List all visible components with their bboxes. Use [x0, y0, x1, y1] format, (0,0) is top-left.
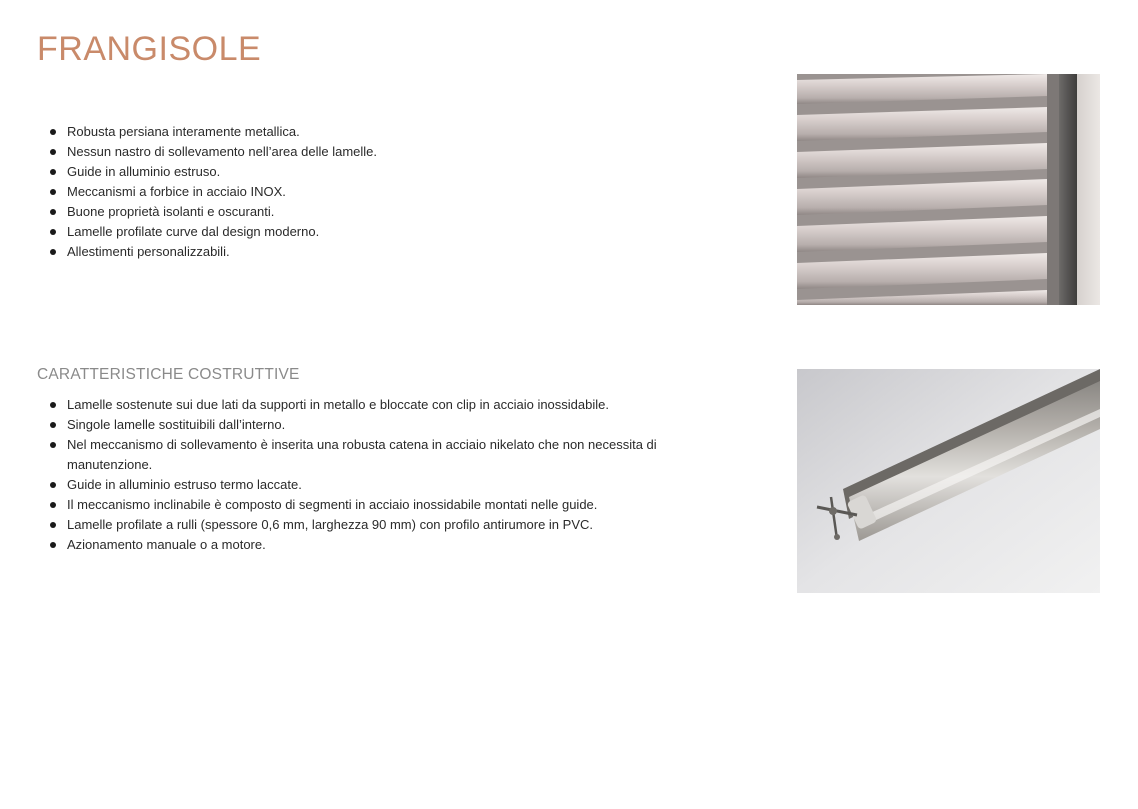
- list-item: Nel meccanismo di sollevamento è inserita una robusta catena in acciaio nikelato che non necessita di manutenzione.: [48, 435, 688, 475]
- list-item: Buone proprietà isolanti e oscuranti.: [48, 202, 377, 222]
- shutter-photo: [797, 74, 1100, 305]
- list-item: Guide in alluminio estruso.: [48, 162, 377, 182]
- list-item: Il meccanismo inclinabile è composto di segmenti in acciaio inossidabile montati nelle guide.: [48, 495, 688, 515]
- list-item: Lamelle profilate a rulli (spessore 0,6 mm, larghezza 90 mm) con profilo antirumore in PVC.: [48, 515, 688, 535]
- construction-list: [48, 395, 688, 555]
- list-item: Guide in alluminio estruso termo laccate.: [48, 475, 688, 495]
- list-item: Meccanismi a forbice in acciaio INOX.: [48, 182, 377, 202]
- list-item: Nessun nastro di sollevamento nell’area delle lamelle.: [48, 142, 377, 162]
- list-item: Azionamento manuale o a motore.: [48, 535, 688, 555]
- list-item: Singole lamelle sostituibili dall’interno.: [48, 415, 688, 435]
- features-list: [48, 122, 377, 262]
- construction-heading: CARATTERISTICHE COSTRUTTIVE: [37, 366, 300, 383]
- list-item: Robusta persiana interamente metallica.: [48, 122, 377, 142]
- slat-photo: [797, 369, 1100, 593]
- list-item: Allestimenti personalizzabili.: [48, 242, 377, 262]
- page-title: FRANGISOLE: [37, 30, 262, 68]
- list-item: Lamelle sostenute sui due lati da supporti in metallo e bloccate con clip in acciaio inossidabile.: [48, 395, 688, 415]
- list-item: Lamelle profilate curve dal design moderno.: [48, 222, 377, 242]
